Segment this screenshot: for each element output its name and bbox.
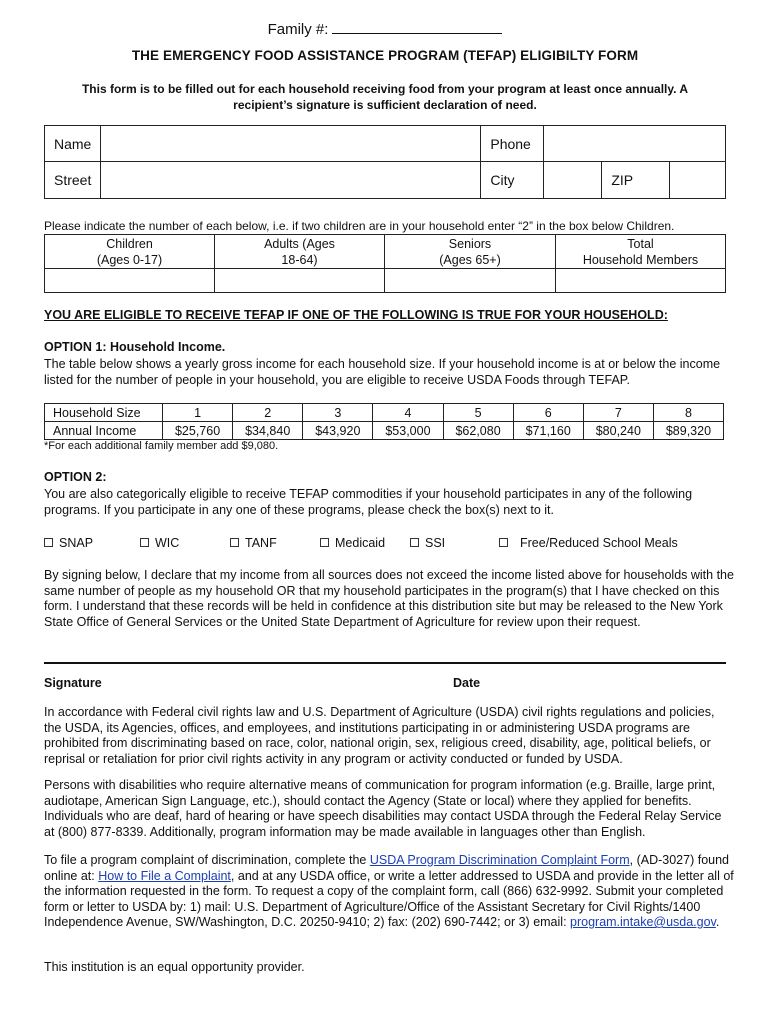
household-size-label: Household Size <box>45 404 163 422</box>
name-field[interactable] <box>101 126 481 162</box>
zip-label: ZIP <box>602 162 670 198</box>
signature-label: Signature <box>44 676 102 690</box>
program-intake-email-link[interactable]: program.intake@usda.gov <box>570 915 716 929</box>
income-cell: $25,760 <box>163 422 233 440</box>
size-cell: 1 <box>163 404 233 422</box>
size-cell: 5 <box>443 404 513 422</box>
civil-rights-statement: In accordance with Federal civil rights law and U.S. Department of Agriculture (USDA) civil rights regulations and policies, the USDA, its Agencies, offices, and employees, and institutions participating in or administering USDA programs are prohibited from discriminating based on race, color, national origin, sex, religious creed, disability, age, political beliefs, or reprisal or retaliation for prior civil rights activity in any program or activity conducted or funded by USDA. <box>44 705 715 766</box>
option1-text: The table below shows a yearly gross income for each household size. If your household income is at or below the income listed for the number of people in your household, you are eligible to receive USDA Foods through TEFAP. <box>44 357 721 387</box>
income-table <box>44 403 724 440</box>
option2-text: You are also categorically eligible to receive TEFAP commodities if your household participates in any of the following programs. If you participate in any one of these programs, please check the box(s) next to it. <box>44 487 693 517</box>
household-count-table <box>44 234 726 293</box>
total-header: Total Household Members <box>556 235 726 269</box>
checkbox-icon <box>320 538 329 547</box>
children-count-field[interactable] <box>45 269 215 293</box>
wic-checkbox[interactable]: WIC <box>140 536 179 550</box>
option1-heading: OPTION 1: Household Income. <box>44 340 226 354</box>
form-instructions: This form is to be filled out for each household receiving food from your program at least once annually. A recipient’s signature is sufficient declaration of need. <box>81 82 689 112</box>
seniors-count-field[interactable] <box>385 269 556 293</box>
checkbox-icon <box>499 538 508 547</box>
school-meals-checkbox[interactable]: Free/Reduced School Meals <box>499 536 678 550</box>
family-number <box>0 20 770 38</box>
ssi-checkbox[interactable]: SSI <box>410 536 445 550</box>
income-cell: $53,000 <box>373 422 443 440</box>
adults-header: Adults (Ages 18-64) <box>215 235 385 269</box>
total-count-field[interactable] <box>556 269 726 293</box>
checkbox-icon <box>140 538 149 547</box>
income-cell: $34,840 <box>233 422 303 440</box>
snap-checkbox[interactable]: SNAP <box>44 536 93 550</box>
complaint-form-link[interactable]: USDA Program Discrimination Complaint Form <box>369 853 630 867</box>
annual-income-label: Annual Income <box>45 422 163 440</box>
tanf-checkbox[interactable]: TANF <box>230 536 277 550</box>
date-label: Date <box>453 676 481 690</box>
income-cell: $89,320 <box>653 422 723 440</box>
option2-heading: OPTION 2: <box>44 470 107 484</box>
zip-field[interactable] <box>670 162 725 198</box>
size-cell: 3 <box>303 404 373 422</box>
program-checkboxes <box>44 536 734 554</box>
family-number-label: Family #: <box>267 21 329 38</box>
size-cell: 2 <box>233 404 303 422</box>
children-header: Children (Ages 0-17) <box>45 235 215 269</box>
name-label: Name <box>45 126 101 162</box>
size-cell: 6 <box>513 404 583 422</box>
how-to-file-link[interactable]: How to File a Complaint <box>98 868 231 883</box>
medicaid-checkbox[interactable]: Medicaid <box>320 536 385 550</box>
form-title: THE EMERGENCY FOOD ASSISTANCE PROGRAM (TEFAP) ELIGIBILTY FORM <box>131 48 639 63</box>
city-field[interactable] <box>544 162 602 199</box>
household-count-instructions: Please indicate the number of each below, i.e. if two children are in your household enter “2” in the box below Children. <box>44 219 675 233</box>
checkbox-icon <box>410 538 419 547</box>
size-cell: 4 <box>373 404 443 422</box>
signature-line[interactable] <box>44 662 726 664</box>
household-info-table <box>44 125 726 199</box>
checkbox-icon <box>44 538 53 547</box>
seniors-header: Seniors (Ages 65+) <box>385 235 556 269</box>
street-field[interactable] <box>101 162 481 199</box>
complaint-statement: To file a program complaint of discrimination, complete the USDA Program Discrimination Complaint Form, (AD-3027) found online at: How to File a Complaint, and at any USDA office, or write a letter addressed to USDA and provide in the letter all of the information requested in the form. To request a copy of the complaint form, call (866) 632-9992. Submit your completed form or letter to USDA by: 1) mail: U.S. Department of Agriculture/Office of the Assistant Secretary for Civil Rights/1400 Independence Avenue, SW/Washington, D.C. 20250-9410; 2) fax: (202) 690-7442; or 3) email: program.intake@usda.gov. <box>44 853 734 929</box>
income-cell: $62,080 <box>443 422 513 440</box>
phone-field[interactable] <box>544 126 726 162</box>
checkbox-icon <box>230 538 239 547</box>
size-cell: 7 <box>583 404 653 422</box>
additional-member-note: *For each additional family member add $9,080. <box>44 440 279 452</box>
size-cell: 8 <box>653 404 723 422</box>
income-cell: $80,240 <box>583 422 653 440</box>
street-label: Street <box>45 162 101 199</box>
declaration-text: By signing below, I declare that my income from all sources does not exceed the income listed above for households with the same number of people as my household OR that my household participates in the program(s) that I have checked on this form. I understand that these records will be held in confidence at this distribution site but may be released to the New York State Office of General Services or the United State Department of Agriculture for review upon their request. <box>44 568 734 629</box>
phone-label: Phone <box>481 126 544 162</box>
disabilities-statement: Persons with disabilities who require alternative means of communication for program information (e.g. Braille, large print, audiotape, American Sign Language, etc.), should contact the Agency (State or local) where they applied for benefits. Individuals who are deaf, hard of hearing or have speech disabilities may contact USDA through the Federal Relay Service at (800) 877-8339. Additionally, program information may be made available in languages other than English. <box>44 778 722 839</box>
annual-income-row <box>45 422 724 440</box>
eligibility-heading: YOU ARE ELIGIBLE TO RECEIVE TEFAP IF ONE OF THE FOLLOWING IS TRUE FOR YOUR HOUSEHOLD: <box>44 308 668 322</box>
adults-count-field[interactable] <box>215 269 385 293</box>
income-cell: $71,160 <box>513 422 583 440</box>
city-label: City <box>481 162 544 199</box>
income-cell: $43,920 <box>303 422 373 440</box>
household-size-row <box>45 404 724 422</box>
zip-cell <box>602 162 726 199</box>
equal-opportunity-statement: This institution is an equal opportunity provider. <box>44 960 305 974</box>
family-number-field[interactable] <box>332 20 502 34</box>
